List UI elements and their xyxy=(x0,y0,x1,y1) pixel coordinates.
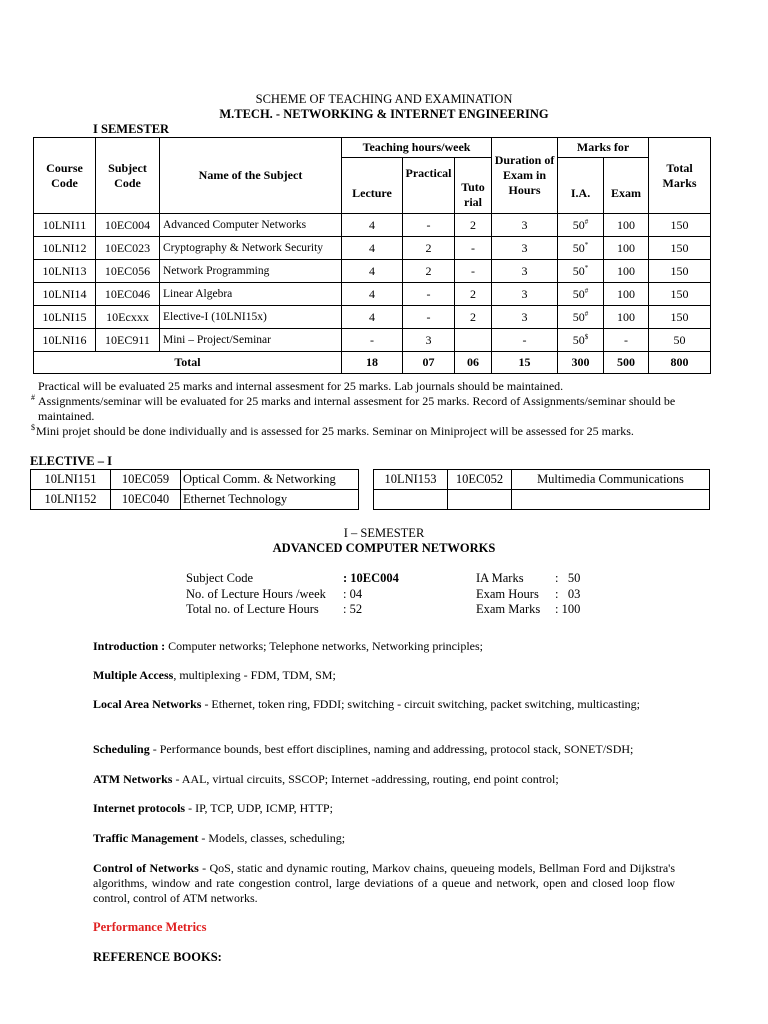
cell-practical: 2 xyxy=(403,237,455,260)
exam-marks-label: Exam Marks xyxy=(476,602,541,616)
cell-ia xyxy=(558,214,604,237)
reference-books-heading: REFERENCE BOOKS: xyxy=(93,950,222,964)
table-row xyxy=(34,214,711,237)
cell-exam: 100 xyxy=(604,283,649,306)
total-hours-label: Total no. of Lecture Hours xyxy=(186,602,319,616)
topic-paragraph xyxy=(93,668,675,683)
cell-tutorial xyxy=(455,329,492,352)
cell-name: Elective-I (10LNI15x) xyxy=(160,306,342,329)
elective-course xyxy=(374,490,448,510)
header-marks-for: Marks for xyxy=(558,138,649,158)
total-hours-value: : 52 xyxy=(343,602,363,616)
cell-code: 10Ecxxx xyxy=(96,306,160,329)
total-label: Total xyxy=(34,352,342,374)
cell-code: 10EC056 xyxy=(96,260,160,283)
elective-code xyxy=(448,490,512,510)
subject-title: ADVANCED COMPUTER NETWORKS xyxy=(272,541,496,555)
cell-code: 10EC911 xyxy=(96,329,160,352)
cell-ia xyxy=(558,237,604,260)
cell-total: 150 xyxy=(649,214,711,237)
table-row xyxy=(34,306,711,329)
lecture-hours-value: : 04 xyxy=(343,587,363,601)
total-marks: 800 xyxy=(649,352,711,374)
elective-row xyxy=(31,490,359,510)
cell-total: 150 xyxy=(649,237,711,260)
exam-marks-value: : 100 xyxy=(555,602,581,616)
cell-course: 10LNI13 xyxy=(34,260,96,283)
ia-footnote-mark: $ xyxy=(584,332,589,341)
cell-exam: 100 xyxy=(604,237,649,260)
cell-code: 10EC004 xyxy=(96,214,160,237)
ia-marks-label: IA Marks xyxy=(476,571,524,585)
exam-hours-value: : 03 xyxy=(555,587,581,601)
total-lecture: 18 xyxy=(342,352,403,374)
topic-text: , multiplexing - FDM, TDM, SM; xyxy=(173,668,336,682)
subject-semester: I – SEMESTER xyxy=(343,526,425,540)
topic-paragraph xyxy=(93,801,675,816)
topic-paragraph xyxy=(93,772,675,787)
cell-duration: 3 xyxy=(492,306,558,329)
note-hash-mark: # xyxy=(31,393,35,402)
header-subject-name: Name of the Subject xyxy=(160,138,342,214)
cell-practical: 3 xyxy=(403,329,455,352)
header-ia: I.A. xyxy=(558,158,604,214)
note-practical: Practical will be evaluated 25 marks and internal assesment for 25 marks. Lab journals should be maintained. xyxy=(38,379,564,393)
ia-footnote-mark: # xyxy=(584,309,589,318)
topic-heading: Traffic Management xyxy=(93,831,199,845)
ia-footnote-mark: # xyxy=(584,286,589,295)
ia-value: 50 xyxy=(572,263,585,278)
header-lecture: Lecture xyxy=(342,158,403,214)
topic-text: - Ethernet, token ring, FDDI; switching - circuit switching, packet switching, multicasting; xyxy=(201,697,641,711)
elective-name: Multimedia Communications xyxy=(512,470,710,490)
elective-code: 10EC040 xyxy=(111,490,181,510)
topic-text: - AAL, virtual circuits, SSCOP; Internet -addressing, routing, end point control; xyxy=(172,772,559,786)
topic-text: - QoS, static and dynamic routing, Markov chains, queueing models, Bellman Ford and Dijkstra's algorithms, window and rate congestion control, large deviations of a queue and network, open and closed loop flow control, control of ATM networks. xyxy=(93,861,675,905)
cell-total: 150 xyxy=(649,306,711,329)
note-miniproject-text: Mini projet should be done individually and is assessed for 25 marks. Seminar on Miniproject will be assessed for 25 marks. xyxy=(36,424,634,438)
scheme-title: SCHEME OF TEACHING AND EXAMINATION xyxy=(255,92,513,106)
topic-heading: Introduction : xyxy=(93,639,166,653)
ia-value: 50 xyxy=(572,286,585,301)
cell-course: 10LNI15 xyxy=(34,306,96,329)
semester-label: I SEMESTER xyxy=(93,122,170,136)
ia-footnote-mark: * xyxy=(584,263,589,272)
table-row xyxy=(34,283,711,306)
header-exam: Exam xyxy=(604,158,649,214)
total-tutorial: 06 xyxy=(455,352,492,374)
topic-paragraph xyxy=(93,639,675,654)
scheme-table xyxy=(33,137,711,374)
header-teaching-hours: Teaching hours/week xyxy=(342,138,492,158)
header-total-marks: Total Marks xyxy=(649,138,711,214)
total-practical: 07 xyxy=(403,352,455,374)
ia-value: 50 xyxy=(572,217,585,232)
topic-paragraph xyxy=(93,861,675,906)
topic-paragraph xyxy=(93,697,675,712)
cell-exam: 100 xyxy=(604,214,649,237)
total-exam: 500 xyxy=(604,352,649,374)
note-assignments xyxy=(31,393,728,424)
ia-footnote-mark: # xyxy=(584,217,589,226)
note-dollar-mark: $ xyxy=(31,423,35,432)
elective-table-left xyxy=(30,469,359,510)
cell-duration: 3 xyxy=(492,283,558,306)
cell-exam: - xyxy=(604,329,649,352)
cell-course: 10LNI14 xyxy=(34,283,96,306)
cell-practical: - xyxy=(403,214,455,237)
topic-heading: Local Area Networks xyxy=(93,697,202,711)
cell-name: Advanced Computer Networks xyxy=(160,214,342,237)
cell-practical: 2 xyxy=(403,260,455,283)
cell-course: 10LNI11 xyxy=(34,214,96,237)
header-duration: Duration of Exam in Hours xyxy=(492,138,558,214)
cell-total: 50 xyxy=(649,329,711,352)
lecture-hours-label: No. of Lecture Hours /week xyxy=(186,587,326,601)
elective-course: 10LNI153 xyxy=(374,470,448,490)
cell-name: Linear Algebra xyxy=(160,283,342,306)
total-row xyxy=(34,352,711,374)
cell-total: 150 xyxy=(649,260,711,283)
cell-ia xyxy=(558,306,604,329)
cell-practical: - xyxy=(403,306,455,329)
note-assignments-text: Assignments/seminar will be evaluated for 25 marks and internal assesment for 25 marks. Record of Assignments/seminar should be xyxy=(38,394,676,408)
table-row xyxy=(34,329,711,352)
performance-metrics-heading: Performance Metrics xyxy=(93,920,207,934)
cell-lecture: 4 xyxy=(342,306,403,329)
cell-duration: 3 xyxy=(492,237,558,260)
table-row xyxy=(34,260,711,283)
cell-name: Cryptography & Network Security xyxy=(160,237,342,260)
header-practical: Practical xyxy=(403,158,455,214)
cell-exam: 100 xyxy=(604,260,649,283)
cell-code: 10EC023 xyxy=(96,237,160,260)
elective-table-right xyxy=(373,469,710,510)
exam-hours-label: Exam Hours xyxy=(476,587,539,601)
elective-name: Optical Comm. & Networking xyxy=(181,470,359,490)
topic-text: - Models, classes, scheduling; xyxy=(198,831,346,845)
cell-practical: - xyxy=(403,283,455,306)
topic-text: - IP, TCP, UDP, ICMP, HTTP; xyxy=(185,801,333,815)
table-row xyxy=(34,237,711,260)
header-course-code: Course Code xyxy=(34,138,96,214)
topic-paragraph xyxy=(93,742,675,757)
note-miniproject xyxy=(31,423,634,439)
program-title: M.TECH. - NETWORKING & INTERNET ENGINEERING xyxy=(219,107,549,121)
elective-row xyxy=(31,470,359,490)
topic-text: Computer networks; Telephone networks, Networking principles; xyxy=(165,639,484,653)
cell-tutorial: - xyxy=(455,237,492,260)
topic-heading: ATM Networks xyxy=(93,772,173,786)
header-tutorial: Tuto rial xyxy=(455,158,492,214)
cell-course: 10LNI16 xyxy=(34,329,96,352)
topic-text: - Performance bounds, best effort disciplines, naming and addressing, protocol stack, SONET/SDH; xyxy=(149,742,634,756)
cell-lecture: - xyxy=(342,329,403,352)
cell-lecture: 4 xyxy=(342,260,403,283)
cell-duration: - xyxy=(492,329,558,352)
cell-ia xyxy=(558,329,604,352)
ia-value: 50 xyxy=(572,309,585,324)
ia-footnote-mark: * xyxy=(584,240,589,249)
elective-name: Ethernet Technology xyxy=(181,490,359,510)
cell-duration: 3 xyxy=(492,260,558,283)
cell-code: 10EC046 xyxy=(96,283,160,306)
cell-tutorial: 2 xyxy=(455,283,492,306)
cell-lecture: 4 xyxy=(342,283,403,306)
cell-course: 10LNI12 xyxy=(34,237,96,260)
topic-heading: Control of Networks xyxy=(93,861,199,875)
ia-value: 50 xyxy=(572,240,585,255)
elective-name xyxy=(512,490,710,510)
note-assignments-text-2: maintained. xyxy=(38,409,95,423)
cell-ia xyxy=(558,283,604,306)
header-subject-code: Subject Code xyxy=(96,138,160,214)
ia-value: 50 xyxy=(572,332,585,347)
elective-course: 10LNI151 xyxy=(31,470,111,490)
cell-name: Mini – Project/Seminar xyxy=(160,329,342,352)
elective-code: 10EC059 xyxy=(111,470,181,490)
cell-total: 150 xyxy=(649,283,711,306)
elective-row xyxy=(374,490,710,510)
cell-exam: 100 xyxy=(604,306,649,329)
cell-lecture: 4 xyxy=(342,237,403,260)
cell-name: Network Programming xyxy=(160,260,342,283)
total-ia: 300 xyxy=(558,352,604,374)
subject-code-label: Subject Code xyxy=(186,571,254,585)
ia-marks-value: : 50 xyxy=(555,571,581,585)
topic-heading: Multiple Access xyxy=(93,668,174,682)
cell-tutorial: 2 xyxy=(455,214,492,237)
subject-code-value: : 10EC004 xyxy=(343,571,399,585)
topic-paragraph xyxy=(93,831,675,846)
topic-heading: Internet protocols xyxy=(93,801,186,815)
cell-duration: 3 xyxy=(492,214,558,237)
elective-title: ELECTIVE – I xyxy=(30,454,112,468)
topic-heading: Scheduling xyxy=(93,742,150,756)
cell-lecture: 4 xyxy=(342,214,403,237)
cell-tutorial: 2 xyxy=(455,306,492,329)
cell-ia xyxy=(558,260,604,283)
cell-tutorial: - xyxy=(455,260,492,283)
elective-course: 10LNI152 xyxy=(31,490,111,510)
total-duration: 15 xyxy=(492,352,558,374)
elective-code: 10EC052 xyxy=(448,470,512,490)
elective-row xyxy=(374,470,710,490)
